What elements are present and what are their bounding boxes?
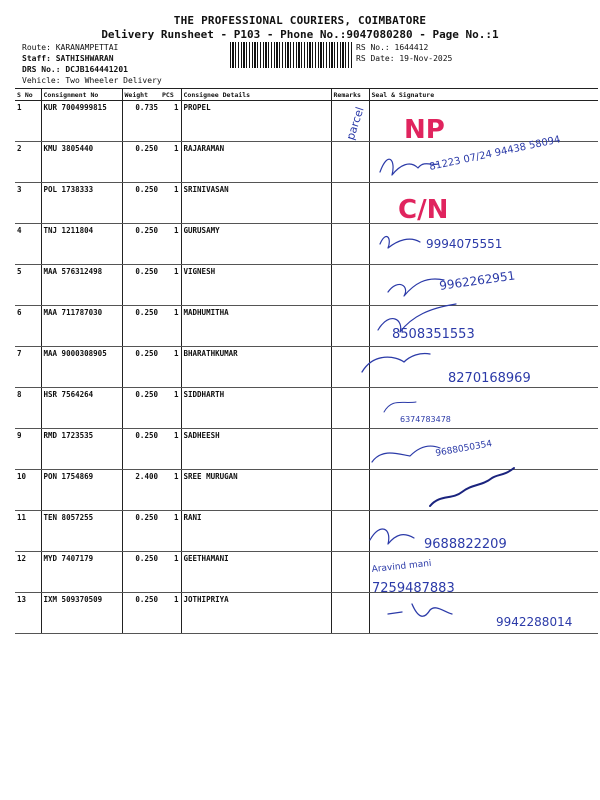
cell-sno: 6 [15, 306, 41, 347]
cell-pcs: 1 [160, 224, 181, 265]
rs-no-value: 1644412 [394, 43, 429, 52]
col-weight: Weight [122, 89, 160, 101]
cell-remarks [331, 388, 369, 429]
table-body [15, 101, 598, 634]
cell-pcs: 1 [160, 265, 181, 306]
rs-date-line [356, 54, 452, 63]
cell-consignment: HSR 7564264 [41, 388, 122, 429]
vehicle-line [22, 76, 162, 85]
cell-weight: 0.250 [122, 142, 160, 183]
drs-value: DCJB164441201 [65, 65, 128, 74]
cell-pcs: 1 [160, 142, 181, 183]
cell-pcs: 1 [160, 429, 181, 470]
cell-weight: 0.250 [122, 183, 160, 224]
table-row [15, 183, 598, 224]
table-row [15, 101, 598, 142]
cell-remarks [331, 593, 369, 634]
cell-consignee: MADHUMITHA [181, 306, 331, 347]
row12-name: Aravind mani [371, 558, 432, 575]
cell-seal [369, 142, 598, 183]
cell-consignment: TNJ 1211804 [41, 224, 122, 265]
cell-sno: 13 [15, 593, 41, 634]
row11-phone: 9688822209 [424, 537, 507, 552]
cell-seal [369, 552, 598, 593]
cell-weight: 0.735 [122, 101, 160, 142]
cell-remarks [331, 347, 369, 388]
col-consignee: Consignee Details [181, 89, 331, 101]
row8-phone: 6374783478 [400, 415, 451, 424]
row7-phone: 8270168969 [448, 371, 531, 386]
cell-remarks [331, 429, 369, 470]
cell-remarks [331, 306, 369, 347]
cn-mark: C/N [398, 195, 449, 225]
np-mark: NP [404, 115, 445, 145]
table-row [15, 470, 598, 511]
drs-label: DRS No.: [22, 65, 61, 74]
staff-line [22, 54, 114, 63]
cell-pcs: 1 [160, 552, 181, 593]
cell-weight: 0.250 [122, 552, 160, 593]
cell-consignee: SADHEESH [181, 429, 331, 470]
cell-remarks [331, 265, 369, 306]
cell-consignee: GEETHAMANI [181, 552, 331, 593]
row13-phone: 9942288014 [496, 615, 573, 629]
cell-consignee: PROPEL [181, 101, 331, 142]
cell-sno: 7 [15, 347, 41, 388]
route-value: KARANAMPETTAI [55, 43, 119, 52]
cell-consignee: VIGNESH [181, 265, 331, 306]
cell-pcs: 1 [160, 306, 181, 347]
cell-sno: 12 [15, 552, 41, 593]
col-consignment: Consignment No [41, 89, 122, 101]
cell-consignment: TEN 8057255 [41, 511, 122, 552]
row12-phone: 7259487883 [372, 581, 455, 596]
cell-consignment: KUR 7004999815 [41, 101, 122, 142]
table-row [15, 593, 598, 634]
cell-consignment: MAA 576312498 [41, 265, 122, 306]
cell-sno: 2 [15, 142, 41, 183]
cell-pcs: 1 [160, 347, 181, 388]
cell-weight: 0.250 [122, 306, 160, 347]
cell-remarks [331, 101, 369, 142]
cell-consignee: SREE MURUGAN [181, 470, 331, 511]
cell-seal [369, 101, 598, 142]
cell-seal [369, 224, 598, 265]
cell-consignment: MAA 9000308905 [41, 347, 122, 388]
staff-value: SATHISHWARAN [55, 54, 114, 63]
cell-seal [369, 593, 598, 634]
cell-pcs: 1 [160, 593, 181, 634]
cell-remarks [331, 142, 369, 183]
col-pcs: PCS [160, 89, 181, 101]
table-row [15, 429, 598, 470]
cell-pcs: 1 [160, 511, 181, 552]
cell-pcs: 1 [160, 101, 181, 142]
row2-note: 81223 07/24 94438 58094 [428, 134, 562, 173]
cell-pcs: 1 [160, 388, 181, 429]
vehicle-value: Two Wheeler Delivery [65, 76, 162, 85]
runsheet-subtitle: Delivery Runsheet - P103 - Phone No.:9047080280 - Page No.:1 [101, 28, 499, 41]
cell-weight: 0.250 [122, 224, 160, 265]
cell-remarks [331, 552, 369, 593]
remark-parcel: parcel [343, 105, 367, 142]
cell-weight: 2.400 [122, 470, 160, 511]
table-row [15, 511, 598, 552]
col-seal: Seal & Signature [369, 89, 598, 101]
cell-sno: 3 [15, 183, 41, 224]
cell-sno: 4 [15, 224, 41, 265]
cell-weight: 0.250 [122, 388, 160, 429]
cell-sno: 1 [15, 101, 41, 142]
cell-consignee: SRINIVASAN [181, 183, 331, 224]
runsheet-table [15, 88, 598, 634]
cell-pcs: 1 [160, 183, 181, 224]
cell-sno: 10 [15, 470, 41, 511]
cell-pcs: 1 [160, 470, 181, 511]
rs-no-line [356, 43, 428, 52]
staff-label: Staff: [22, 54, 51, 63]
cell-consignment: KMU 3805440 [41, 142, 122, 183]
cell-consignment: PON 1754869 [41, 470, 122, 511]
table-row [15, 224, 598, 265]
table-row [15, 142, 598, 183]
cell-consignee: BHARATHKUMAR [181, 347, 331, 388]
company-title: THE PROFESSIONAL COURIERS, COIMBATORE [173, 14, 427, 27]
cell-weight: 0.250 [122, 429, 160, 470]
cell-sno: 11 [15, 511, 41, 552]
cell-sno: 9 [15, 429, 41, 470]
rs-date-value: 19-Nov-2025 [399, 54, 453, 63]
cell-consignee: RAJARAMAN [181, 142, 331, 183]
cell-seal [369, 429, 598, 470]
route-line [22, 43, 118, 52]
cell-seal [369, 265, 598, 306]
cell-consignee: RANI [181, 511, 331, 552]
cell-seal [369, 347, 598, 388]
cell-consignment: MYD 7407179 [41, 552, 122, 593]
barcode [230, 42, 352, 68]
row9-phone: 9688050354 [434, 439, 493, 459]
cell-seal [369, 388, 598, 429]
cell-remarks [331, 183, 369, 224]
cell-remarks [331, 511, 369, 552]
table-row [15, 552, 598, 593]
cell-remarks [331, 224, 369, 265]
drs-line [22, 65, 128, 74]
cell-weight: 0.250 [122, 347, 160, 388]
col-sno: S No [15, 89, 41, 101]
cell-seal [369, 306, 598, 347]
cell-consignment: POL 1738333 [41, 183, 122, 224]
row5-phone: 9962262951 [438, 268, 517, 293]
cell-consignee: SIDDHARTH [181, 388, 331, 429]
cell-consignment: IXM 509370509 [41, 593, 122, 634]
cell-weight: 0.250 [122, 593, 160, 634]
table-row [15, 347, 598, 388]
table-row [15, 388, 598, 429]
cell-remarks [331, 470, 369, 511]
vehicle-label: Vehicle: [22, 76, 61, 85]
cell-consignee: JOTHIPRIYA [181, 593, 331, 634]
cell-seal [369, 183, 598, 224]
rs-date-label: RS Date: [356, 54, 395, 63]
row6-phone: 8508351553 [392, 327, 475, 342]
rs-no-label: RS No.: [356, 43, 390, 52]
cell-sno: 5 [15, 265, 41, 306]
cell-seal [369, 470, 598, 511]
cell-seal [369, 511, 598, 552]
row4-phone: 9994075551 [426, 237, 503, 251]
route-label: Route: [22, 43, 51, 52]
cell-consignment: MAA 711787030 [41, 306, 122, 347]
table-row [15, 306, 598, 347]
cell-consignee: GURUSAMY [181, 224, 331, 265]
cell-weight: 0.250 [122, 511, 160, 552]
cell-consignment: RMD 1723535 [41, 429, 122, 470]
cell-weight: 0.250 [122, 265, 160, 306]
cell-sno: 8 [15, 388, 41, 429]
col-remarks: Remarks [331, 89, 369, 101]
table-row [15, 265, 598, 306]
table-header-row [15, 89, 598, 101]
